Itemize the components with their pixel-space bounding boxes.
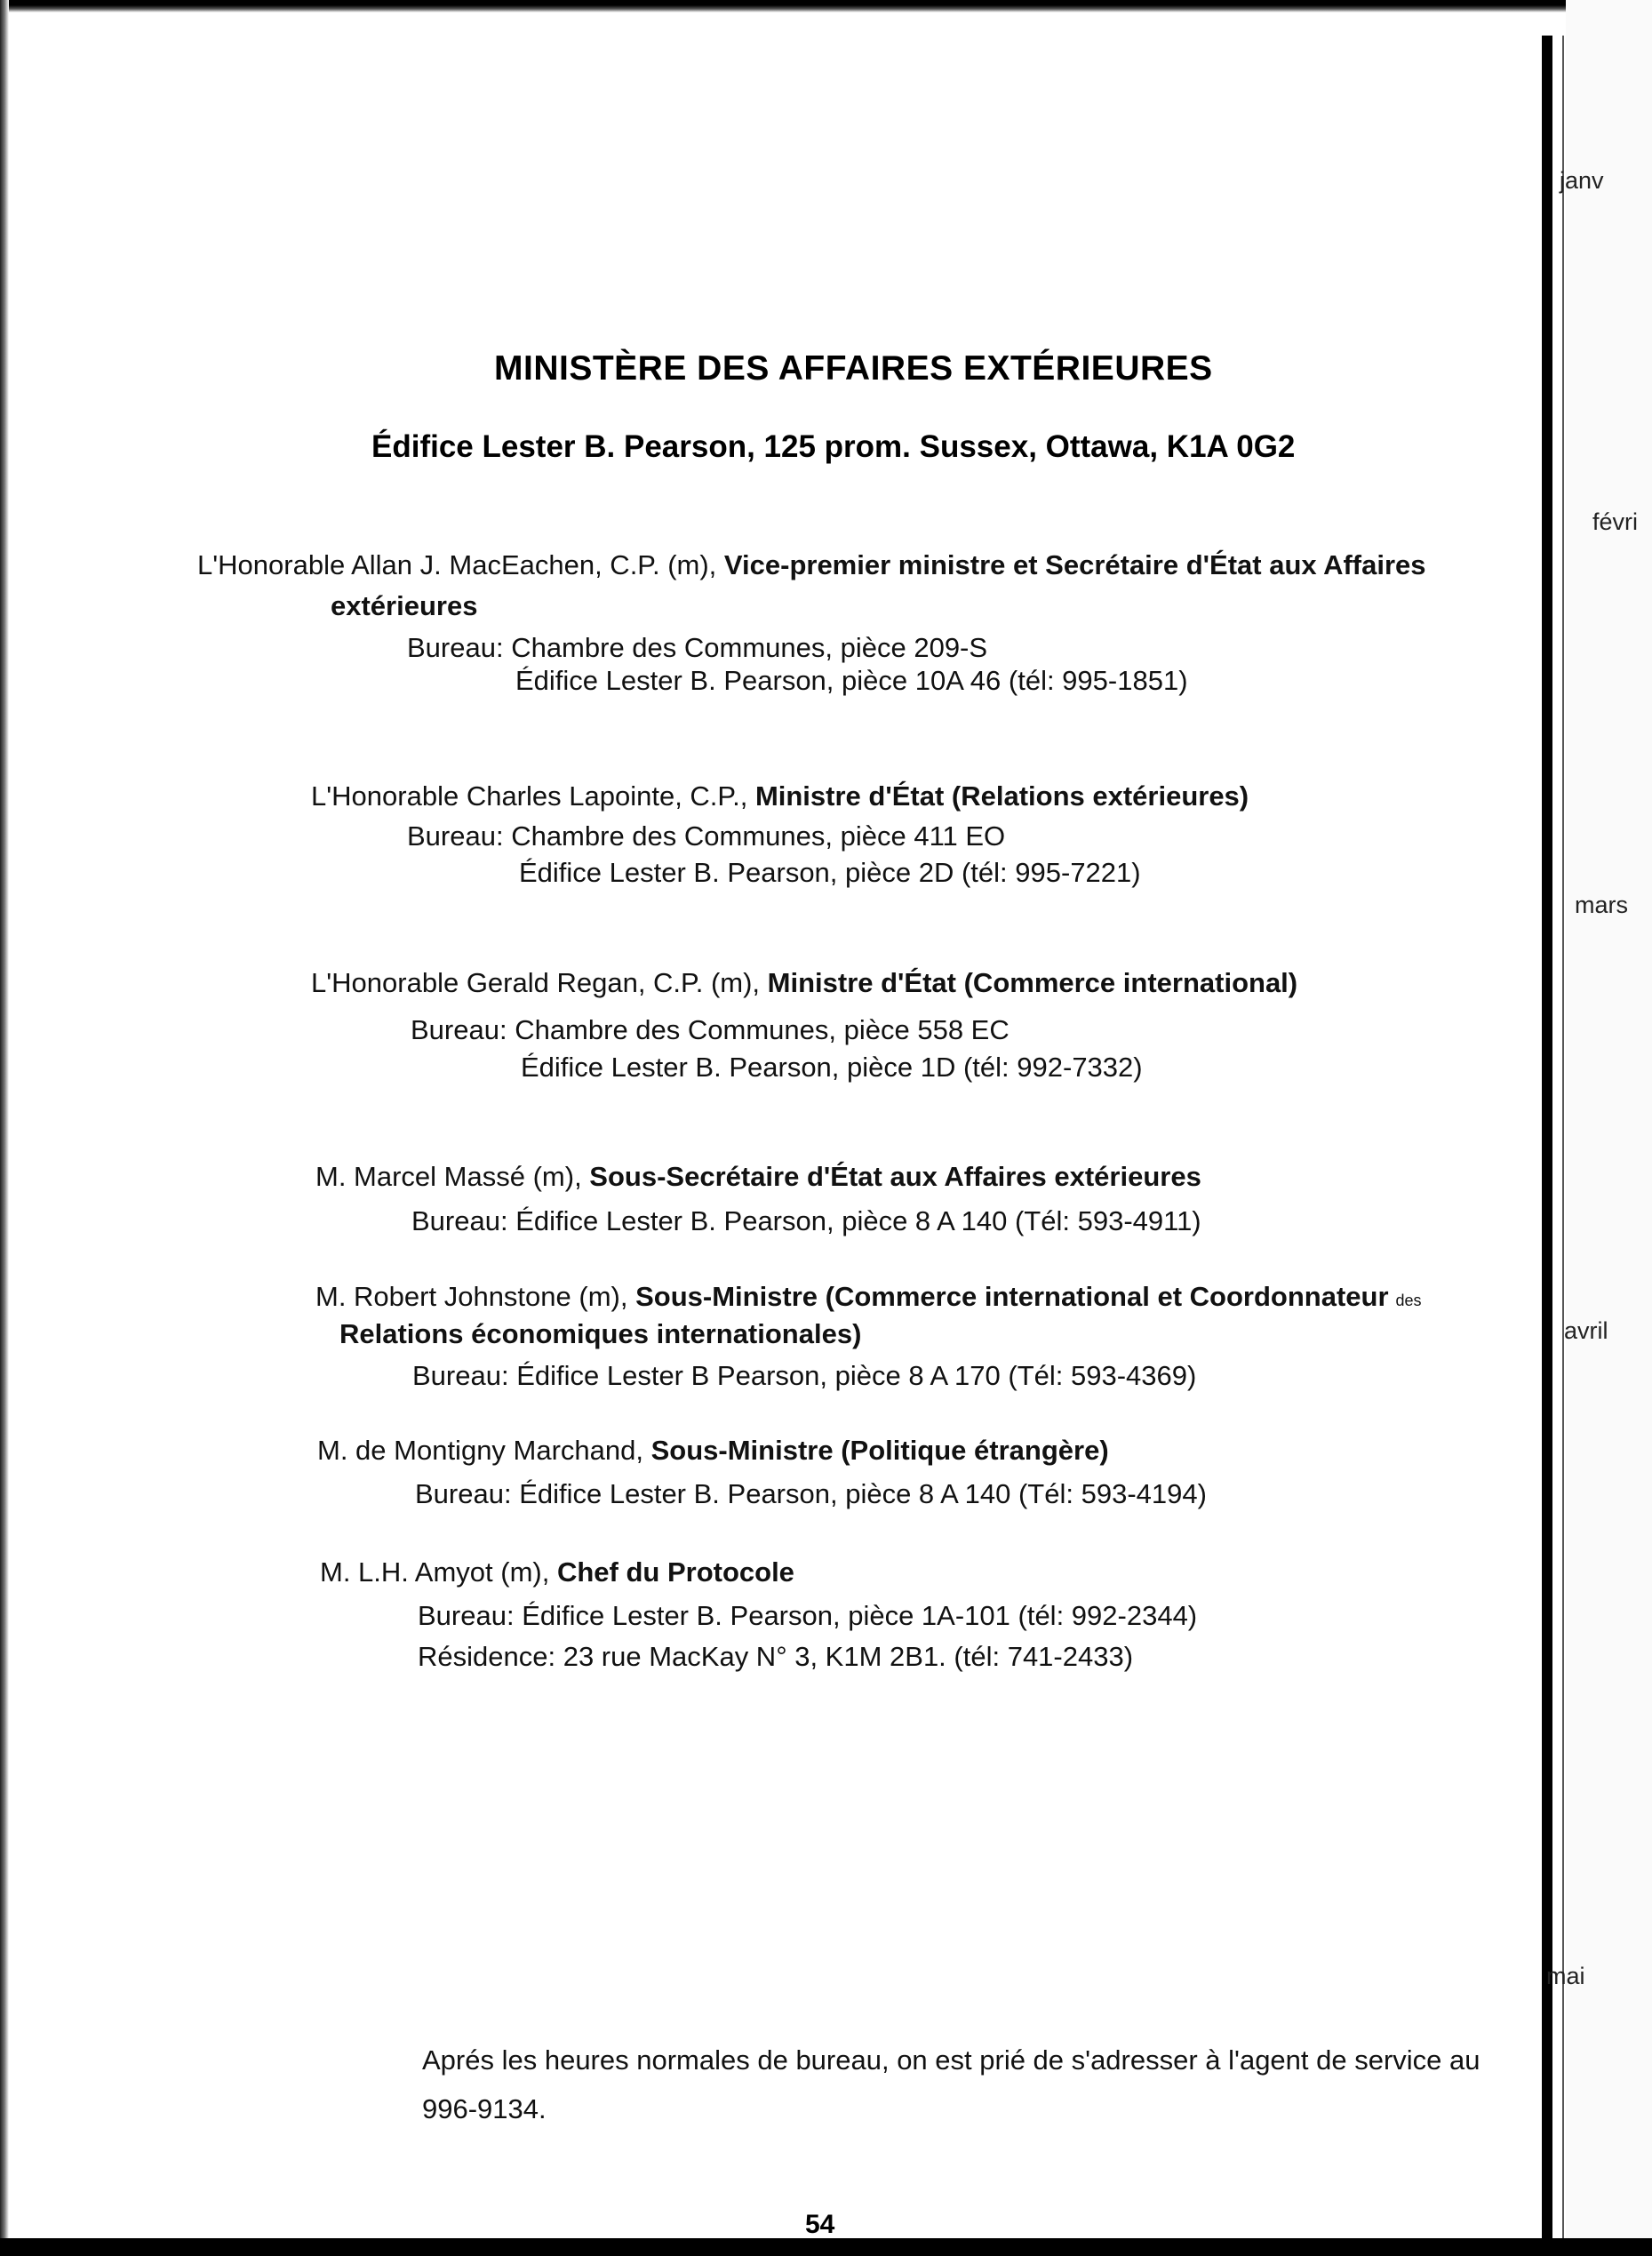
entry-role: Sous-Ministre (Commerce international et Coordonnateur bbox=[635, 1281, 1389, 1312]
scan-edge-left bbox=[0, 0, 9, 2256]
entry-bureau: Bureau: Édifice Lester B. Pearson, pièce 8 A 140 (Tél: 593-4194) bbox=[415, 1478, 1207, 1509]
page-subtitle: Édifice Lester B. Pearson, 125 prom. Sussex, Ottawa, K1A 0G2 bbox=[371, 429, 1296, 464]
entry-bureau: Bureau: Édifice Lester B Pearson, pièce 8 A 170 (Tél: 593-4369) bbox=[412, 1360, 1197, 1391]
entry-role: Chef du Protocole bbox=[556, 1556, 794, 1588]
after-hours-note: Aprés les heures normales de bureau, on est prié de s'adresser à l'agent de service au 996-9134. bbox=[422, 2044, 1480, 2124]
entry-name: L'Honorable Allan J. MacEachen, C.P. (m), bbox=[197, 549, 724, 580]
entry-role: Ministre d'État (Commerce international) bbox=[767, 967, 1298, 998]
facing-month-label: mai bbox=[1546, 1963, 1585, 1989]
entry-heading bbox=[315, 1283, 1422, 1310]
facing-month-label: févri bbox=[1592, 508, 1639, 535]
entry-role: Sous-Secrétaire d'État aux Affaires extérieures bbox=[589, 1161, 1201, 1192]
entry-name: M. L.H. Amyot (m), bbox=[320, 1556, 557, 1588]
entry-heading bbox=[320, 1558, 794, 1586]
entry-heading bbox=[317, 1436, 1109, 1464]
entry-heading bbox=[197, 551, 1426, 579]
entry-role-continued: Relations économiques internationales) bbox=[339, 1318, 862, 1349]
facing-month-label: avril bbox=[1564, 1317, 1608, 1344]
book-spine bbox=[1542, 36, 1552, 2240]
entry-name: M. Marcel Massé (m), bbox=[315, 1161, 590, 1192]
facing-page bbox=[1566, 0, 1652, 2256]
entry-heading bbox=[311, 782, 1249, 810]
scan-edge-bottom bbox=[0, 2238, 1652, 2256]
entry-bureau-building: Édifice Lester B. Pearson, pièce 2D (tél: 995-7221) bbox=[519, 857, 1141, 888]
entry-bureau: Bureau: Édifice Lester B. Pearson, pièce 8 A 140 (Tél: 593-4911) bbox=[411, 1205, 1201, 1236]
entry-bureau: Bureau: Chambre des Communes, pièce 411 EO bbox=[407, 820, 1006, 852]
entry-bureau: Bureau: Chambre des Communes, pièce 209-S bbox=[407, 632, 988, 663]
entry-heading bbox=[311, 969, 1297, 996]
entry-bureau-building: Édifice Lester B. Pearson, pièce 10A 46 (tél: 995-1851) bbox=[515, 665, 1188, 696]
entry-role: Vice-premier ministre et Secrétaire d'État aux Affaires bbox=[723, 549, 1426, 580]
entry-residence: Résidence: 23 rue MacKay N° 3, K1M 2B1. (tél: 741-2433) bbox=[418, 1641, 1134, 1672]
book-spine-shadow bbox=[1562, 36, 1564, 2240]
entry-heading bbox=[315, 1163, 1201, 1190]
entry-role-tail: des bbox=[1395, 1292, 1422, 1309]
page-title: MINISTÈRE DES AFFAIRES EXTÉRIEURES bbox=[494, 349, 1213, 388]
page-number: 54 bbox=[805, 2210, 835, 2239]
entry-name: L'Honorable Charles Lapointe, C.P., bbox=[311, 780, 755, 812]
scan-edge-top bbox=[0, 0, 1652, 12]
facing-month-label: mars bbox=[1575, 892, 1628, 918]
entry-bureau-building: Édifice Lester B. Pearson, pièce 1D (tél: 992-7332) bbox=[521, 1052, 1143, 1083]
entry-bureau: Bureau: Chambre des Communes, pièce 558 EC bbox=[411, 1014, 1010, 1045]
entry-bureau: Bureau: Édifice Lester B. Pearson, pièce 1A-101 (tél: 992-2344) bbox=[418, 1600, 1198, 1631]
entry-name: M. de Montigny Marchand, bbox=[317, 1435, 651, 1466]
entry-role-continued: extérieures bbox=[331, 590, 478, 621]
entry-name: L'Honorable Gerald Regan, C.P. (m), bbox=[311, 967, 768, 998]
entry-role: Sous-Ministre (Politique étrangère) bbox=[650, 1435, 1109, 1466]
facing-month-label: janv bbox=[1560, 167, 1604, 194]
entry-name: M. Robert Johnstone (m), bbox=[315, 1281, 636, 1312]
entry-role: Ministre d'État (Relations extérieures) bbox=[754, 780, 1249, 812]
